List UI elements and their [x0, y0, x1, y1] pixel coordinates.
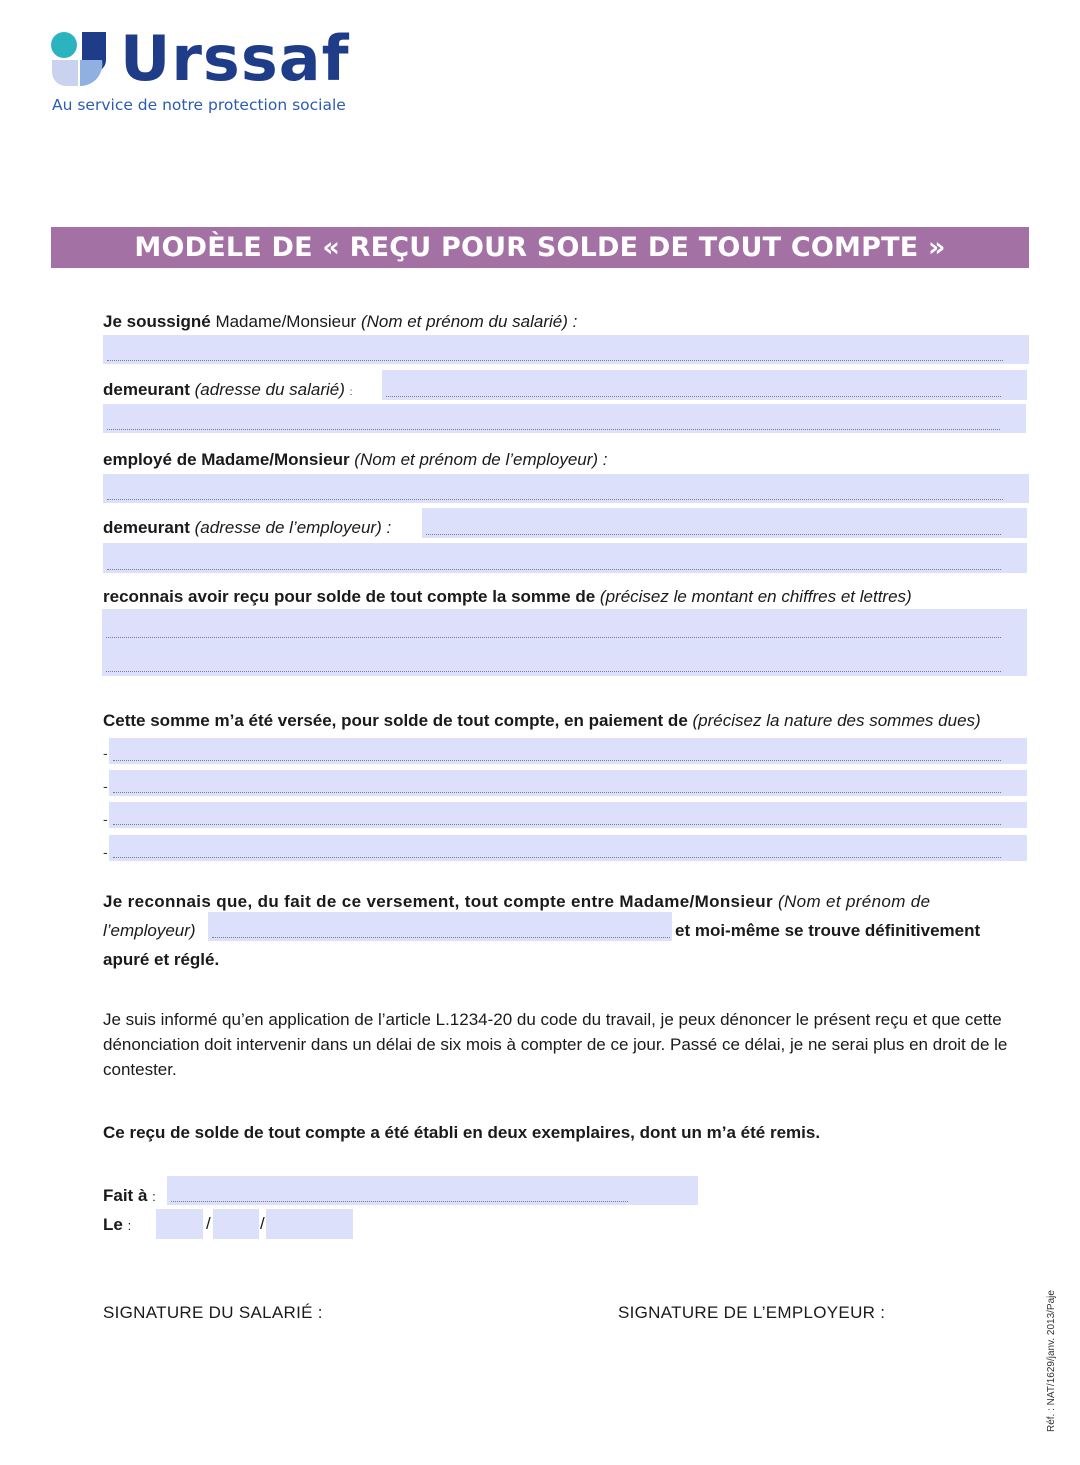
list-dash: -	[103, 778, 108, 794]
employee-name-label: Je soussigné Madame/Monsieur (Nom et prénom du salarié) :	[103, 312, 578, 331]
acknowledgement-line1: Je reconnais que, du fait de ce versement, tout compte entre Madame/Monsieur (Nom et prénom de	[103, 892, 931, 911]
employer-address-field-line1[interactable]	[422, 508, 1027, 538]
document-title: MODÈLE DE « REÇU POUR SOLDE DE TOUT COMPTE »	[51, 227, 1029, 268]
information-paragraph: Je suis informé qu’en application de l’article L.1234-20 du code du travail, je peux dénoncer le présent reçu et que cette dénonciation doit intervenir dans un délai de six mois à compter de ce jour. Passé ce délai, je ne serai plus en droit de le contester.	[103, 1010, 1008, 1079]
payment-nature-field-2[interactable]	[109, 770, 1027, 796]
place-label: Fait à :	[103, 1186, 156, 1205]
acknowledgement-line2-end: et moi-même se trouve définitivement	[675, 921, 981, 940]
document-reference: Réf. : NAT/1629/janv. 2013/Paje	[1046, 1290, 1057, 1432]
employer-name-label: employé de Madame/Monsieur (Nom et prénom de l’employeur) :	[103, 450, 608, 469]
employee-signature-label: SIGNATURE DU SALARIÉ :	[103, 1303, 323, 1322]
urssaf-logo	[50, 22, 370, 120]
list-dash: -	[103, 745, 108, 761]
date-month-field[interactable]	[213, 1209, 259, 1239]
employee-name-field[interactable]	[103, 335, 1029, 364]
date-day-field[interactable]	[156, 1209, 203, 1239]
employer-name-field-2[interactable]	[208, 912, 672, 941]
employee-address-field-line1[interactable]	[382, 370, 1027, 400]
list-dash: -	[103, 811, 108, 827]
payment-nature-field-1[interactable]	[109, 738, 1027, 764]
date-label: Le :	[103, 1215, 132, 1234]
employee-address-label: demeurant (adresse du salarié) :	[103, 380, 353, 399]
payment-nature-label: Cette somme m’a été versée, pour solde de tout compte, en paiement de (précisez la nature des sommes dues)	[103, 711, 981, 730]
amount-field[interactable]	[102, 609, 1027, 676]
amount-label: reconnais avoir reçu pour solde de tout compte la somme de (précisez le montant en chiffres et lettres)	[103, 587, 912, 606]
place-field[interactable]	[167, 1176, 698, 1205]
payment-nature-field-3[interactable]	[109, 802, 1027, 828]
copies-statement: Ce reçu de solde de tout compte a été établi en deux exemplaires, dont un m’a été remis.	[103, 1123, 821, 1142]
employer-name-field[interactable]	[103, 474, 1029, 503]
employer-address-label: demeurant (adresse de l’employeur) :	[103, 518, 392, 537]
list-dash: -	[103, 844, 108, 860]
acknowledgement-line3: apuré et réglé.	[103, 950, 220, 969]
urssaf-logo-mark-icon	[50, 30, 108, 88]
date-separator: /	[206, 1214, 211, 1233]
employee-address-field-line2[interactable]	[103, 404, 1026, 433]
logo-tagline: Au service de notre protection sociale	[52, 96, 346, 114]
employer-signature-label: SIGNATURE DE L’EMPLOYEUR :	[618, 1303, 886, 1322]
acknowledgement-line2-start: l’employeur)	[103, 921, 196, 940]
employer-address-field-line2[interactable]	[103, 543, 1027, 573]
logo-wordmark: Urssaf	[120, 22, 350, 95]
date-separator: /	[260, 1214, 265, 1233]
payment-nature-field-4[interactable]	[109, 835, 1027, 861]
date-year-field[interactable]	[266, 1209, 353, 1239]
